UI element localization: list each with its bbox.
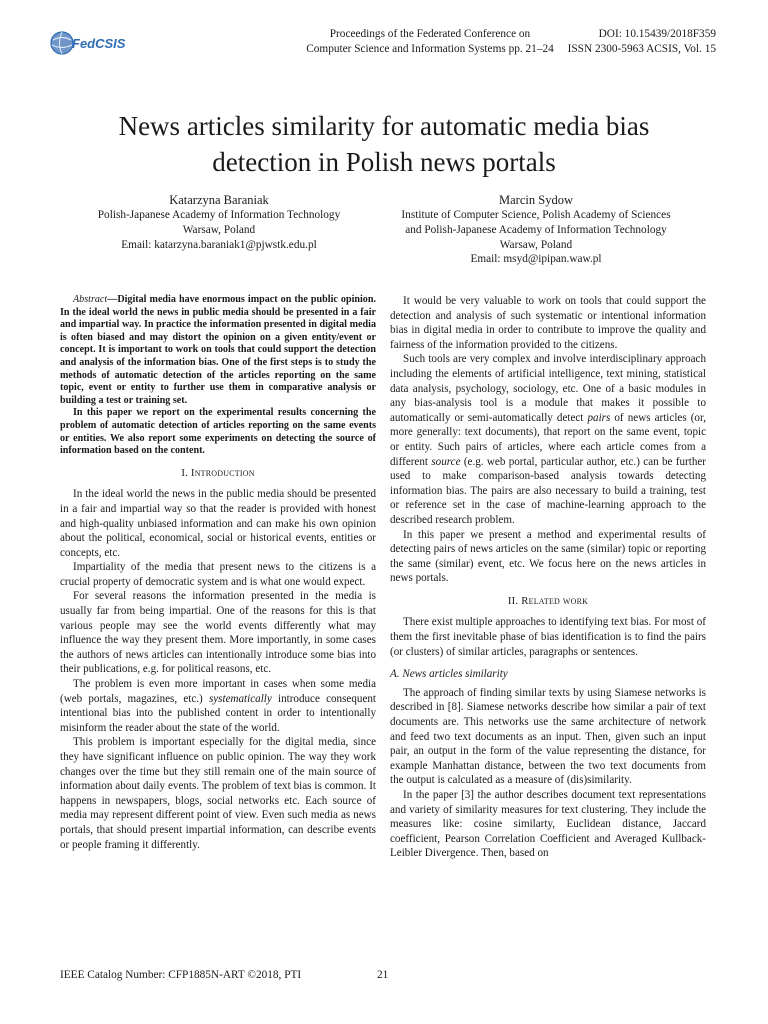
body-paragraph: In the ideal world the news in the public media should be presented in a fair and impartial way so that the reader is provided with honest and high-quality unbiased information and can make his own opinion about the political, economical, social or historical events, entities or concepts, etc. <box>60 488 376 559</box>
page-number: 21 <box>377 969 389 981</box>
author-block-2 <box>374 192 698 267</box>
body-paragraph: The approach of finding similar texts by using Siamese networks is described in [8]. Siamese networks describe how similar a pair of text documents are. This networks use the same architecture of network and feed two text documents as an input. Then, given such an input pair, an output in the form of the value representing the distance, for example Manhattan distance, between the two text documents from the output is calculated as a measure of (dis)similarity. <box>390 686 706 787</box>
author-affiliation: Institute of Computer Science, Polish Academy of Sciences <box>401 209 671 221</box>
paper-title <box>60 108 708 180</box>
author-affiliation: and Polish-Japanese Academy of Information Technology <box>405 223 667 236</box>
title-line1: News articles similarity for automatic media bias <box>118 111 650 141</box>
doi: DOI: 10.15439/2018F359 <box>598 28 716 40</box>
proceedings-line2: Computer Science and Information Systems pp. 21–24 <box>306 43 554 55</box>
author-email: Email: msyd@ipipan.waw.pl <box>470 253 602 266</box>
proceedings-info <box>280 27 580 57</box>
body-paragraph: This problem is important especially for the digital media, since they have significant influence on public opinion. The way they work changes over the time but they still remain one of the main source of information about daily events. The problem of text bias is common. It happens in newspapers, blogs, social networks etc. Each source of media may represent different point of view. Even such media as news portals, that should present impartial information, can describe events or people framing it differently. <box>60 736 376 851</box>
body-paragraph: It would be very valuable to work on tools that could support the detection and analysis of such systematic or intentional information bias in digital media in order to contribute to improve the quality and fairness of the information provided to the citizens. <box>390 295 706 351</box>
author-email: Email: katarzyna.baraniak1@pjwstk.edu.pl <box>121 238 317 251</box>
abstract-paragraph: Abstract—Digital media have enormous impact on the public opinion. In the ideal world the news in public media should be presented in a fair and impartial way. In practice the information presented in digital media is often biased and may distort the opinion on a given entity/event or concept. It is important to work on tools that could support the detection and analysis of the information bias. One of the first steps is to study the methods of automatic detection of the articles reporting on the same topic, event or entity to further use them in comparative analysis or building a test or training set. <box>60 294 376 406</box>
body-paragraph: There exist multiple approaches to identifying text bias. For most of them the first inevitable phase of bias identification is to find the pairs (or clusters) of similar articles, paragraphs or sentences. <box>390 616 706 658</box>
title-line2: detection in Polish news portals <box>212 147 556 177</box>
body-paragraph: In this paper we present a method and experimental results of detecting pairs of news articles on the same (similar) topic or reporting the same (similar) event, etc. We focus here on the news articles in news portals. <box>390 528 706 585</box>
author-name: Katarzyna Baraniak <box>169 193 269 207</box>
issn: ISSN 2300-5963 ACSIS, Vol. 15 <box>567 43 716 55</box>
abstract-paragraph: In this paper we report on the experimental results concerning the problem of automatic detection of articles reporting on the same events or entities. We also report some experiments on detecting the source of information based on the content. <box>60 407 376 457</box>
abstract-label: Abstract <box>73 294 108 305</box>
page-header <box>48 27 720 63</box>
proceedings-line1: Proceedings of the Federated Conference on <box>329 28 531 40</box>
author-location: Warsaw, Poland <box>182 223 256 236</box>
left-column <box>60 294 376 852</box>
section-heading: I. Introduction <box>181 466 255 479</box>
body-paragraph: For several reasons the information presented in the media is usually far from being impartial. One of the reasons for this is that various people may see the world events differently what may influence the way they present them. More importantly, in some cases the authors of news articles can intentionally introduce some bias into their publications, e.g. for political reasons, etc. <box>60 590 376 676</box>
right-column <box>390 294 706 861</box>
author-block-1 <box>74 192 364 252</box>
publication-ids <box>568 27 716 57</box>
fedcsis-logo <box>48 29 126 55</box>
author-affiliation: Polish-Japanese Academy of Information Technology <box>97 209 341 221</box>
body-paragraph: The problem is even more important in cases when some media (web portals, magazines, etc.) systematically introduce consequent intentional bias into the published content in order to intentionally misinform the reader about the state of the world. <box>60 678 376 734</box>
author-location: Warsaw, Poland <box>499 238 573 251</box>
author-name: Marcin Sydow <box>499 193 573 207</box>
catalog-number: IEEE Catalog Number: CFP1885N-ART ©2018, PTI <box>60 969 302 981</box>
subsection-heading: A. News articles similarity <box>390 668 508 681</box>
body-paragraph: In the paper [3] the author describes document text representations and variety of similarity measures for text clustering. They include the measures like: cosine similarty, Euclidean distance, Jaccard coefficient, Pearson Correlation Coefficient and Averaged Kullback-Leibler Divergence. Then, based on <box>390 789 706 860</box>
logo-text: FedCSIS <box>72 36 126 51</box>
body-paragraph: Such tools are very complex and involve interdisciplinary approach including the elements of artificial intelligence, text mining, statistical data analysis, psychology, sociology, etc. One of a basic modules in any bias-analysis tool is a module that makes it possible to automatically or semi-automatically detect pairs of news articles (or, more generally: text documents), that report on the same event, topic or entity. Such pairs of articles, where each article comes from a different source (e.g. web portal, particular author, etc.) can be further used to make comparison-based analysis towards detecting information bias. The pairs are also necessary to build a training, test or reference set in the case of machine-learning approach to the described research problem. <box>390 353 706 526</box>
body-paragraph: Impartiality of the media that present news to the citizens is a crucial property of democratic system and is what one would expect. <box>60 561 376 588</box>
section-heading: II. Related work <box>507 594 589 607</box>
